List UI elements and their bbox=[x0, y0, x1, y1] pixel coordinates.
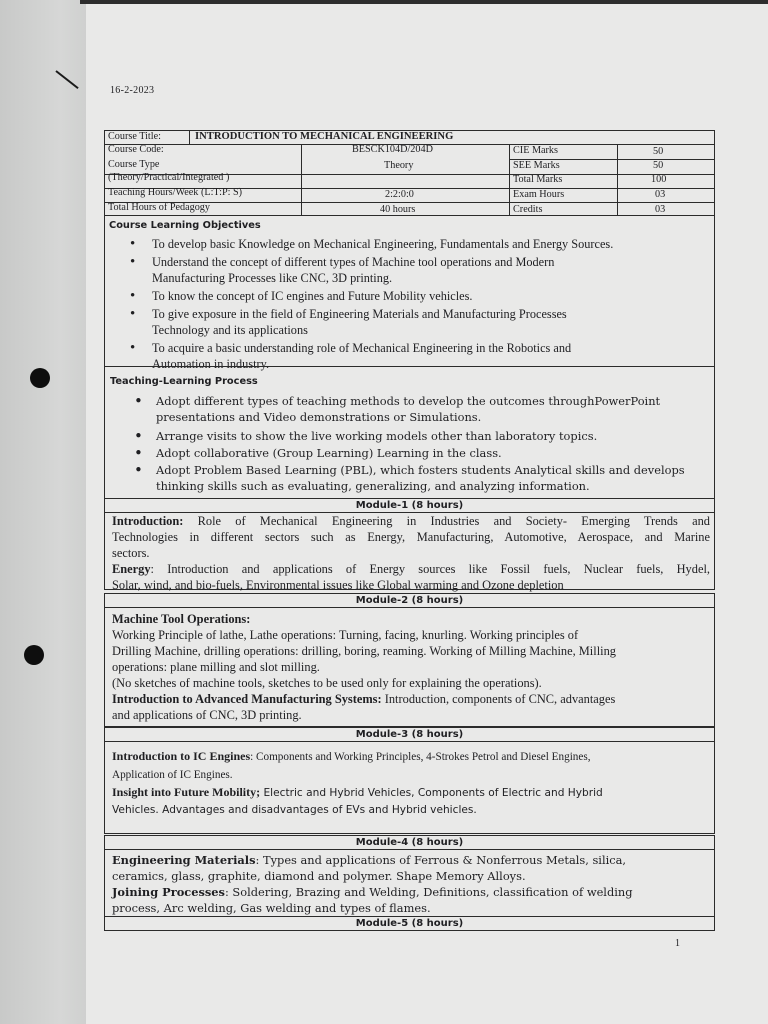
module-3-header: Module-3 (8 hours) bbox=[104, 727, 715, 742]
module-1-intro-heading: Introduction: bbox=[112, 514, 184, 528]
document-date: 16-2-2023 bbox=[110, 85, 155, 96]
course-title-value: INTRODUCTION TO MECHANICAL ENGINEERING bbox=[195, 131, 454, 142]
list-item: • To develop basic Knowledge on Mechanical Engineering, Fundamentals and Energy Sources. bbox=[130, 236, 614, 252]
course-title-label: Course Title: bbox=[108, 131, 161, 142]
list-item: • Adopt Problem Based Learning (PBL), which fosters students Analytical skills and develops bbox=[134, 461, 685, 479]
module-1-energy-heading: Energy bbox=[112, 562, 151, 576]
module-3-content: Introduction to IC Engines: Components and Working Principles, 4-Strokes Petrol and Diesel Engines, Application of IC Engines. Insight into Future Mobility; Electric and Hybrid Vehicles, Components of Electric and Hybrid Vehicles. Advantages and disadvantages of EVs and Hybrid vehicles. bbox=[112, 749, 603, 816]
module-3-ic-heading: Introduction to IC Engines bbox=[112, 749, 251, 763]
course-type-label: Course Type bbox=[108, 159, 160, 170]
module-5-header: Module-5 (8 hours) bbox=[104, 916, 715, 931]
module-2-machine-heading: Machine Tool Operations: bbox=[112, 612, 251, 626]
see-marks-label: SEE Marks bbox=[513, 160, 560, 171]
teaching-heading: Teaching-Learning Process bbox=[110, 376, 258, 387]
list-item: • Adopt different types of teaching methods to develop the outcomes throughPowerPoint bbox=[134, 392, 661, 410]
exam-hours-value: 03 bbox=[655, 189, 666, 200]
list-item-continued: Technology and its applications bbox=[152, 323, 308, 337]
pedagogy-hours-value: 40 hours bbox=[380, 204, 416, 215]
module-4-joining-heading: Joining Processes bbox=[112, 885, 225, 899]
pedagogy-hours-label: Total Hours of Pedagogy bbox=[108, 202, 210, 213]
module-3-mobility-heading: Insight into Future Mobility; bbox=[112, 785, 261, 799]
list-item-continued: presentations and Video demonstrations or Simulations. bbox=[156, 410, 482, 424]
objectives-heading: Course Learning Objectives bbox=[109, 220, 261, 231]
page-number: 1 bbox=[675, 938, 680, 949]
list-item: • To acquire a basic understanding role of Mechanical Engineering in the Robotics and bbox=[130, 340, 572, 356]
cie-marks-label: CIE Marks bbox=[513, 145, 558, 156]
total-marks-value: 100 bbox=[651, 174, 667, 185]
module-2-content: Machine Tool Operations: Working Principle of lathe, Lathe operations: Turning, facing, knurling. Working principles of Drilling Machine, drilling operations: drilling, boring, reaming. Working of Milling Machine, Milling operations: plane milling and slot milling. (No sketches of machine tools, sketches to be used only for explaining the operations). Introduction to Advanced Manufacturing Systems: Introduction, components of CNC, advantages and applications of CNC, 3D printing. bbox=[112, 612, 616, 722]
module-1-content: Introduction: Role of Mechanical Engineering in Industries and Society- Emerging Trends and Technologies in different sectors such as Energy, Manufacturing, Automotive, Aerospace, and Marine sectors. Energy: Introduction and applications of Energy sources like Fossil fuels, Nuclear fuels, Hydel, Solar, wind, and bio-fuels, Environmental issues like Global warming and Ozone depletion bbox=[112, 514, 710, 592]
total-marks-label: Total Marks bbox=[513, 174, 563, 185]
module-2-header: Module-2 (8 hours) bbox=[104, 593, 715, 608]
course-code-label: Course Code: bbox=[108, 144, 164, 155]
teaching-list bbox=[108, 393, 712, 494]
list-item-continued: thinking skills such as evaluating, generalizing, and analyzing information. bbox=[156, 479, 590, 493]
module-1-header: Module-1 (8 hours) bbox=[104, 498, 715, 513]
module-2-manufacturing-heading: Introduction to Advanced Manufacturing Systems: bbox=[112, 692, 382, 706]
list-item: • Arrange visits to show the live working models other than laboratory topics. bbox=[134, 427, 598, 445]
module-4-header: Module-4 (8 hours) bbox=[104, 835, 715, 850]
see-marks-value: 50 bbox=[653, 160, 664, 171]
course-type-value: Theory bbox=[384, 160, 414, 171]
punch-hole-top bbox=[30, 368, 50, 388]
module-4-materials-heading: Engineering Materials bbox=[112, 853, 256, 867]
list-item: • Adopt collaborative (Group Learning) Learning in the class. bbox=[134, 444, 502, 462]
list-item-continued: Automation in industry. bbox=[152, 357, 270, 371]
credits-label: Credits bbox=[513, 204, 543, 215]
list-item: • To give exposure in the field of Engineering Materials and Manufacturing Processes bbox=[130, 306, 567, 322]
module-4-content: Engineering Materials: Types and applications of Ferrous & Nonferrous Metals, silica, ceramics, glass, graphite, diamond and polymer. Shape Memory Alloys. Joining Processes: Soldering, Brazing and Welding, Definitions, classification of welding process, Arc welding, Gas welding and types of flames. bbox=[112, 853, 633, 915]
left-margin-background bbox=[0, 0, 86, 1024]
list-item: • Understand the concept of different types of Machine tool operations and Modern bbox=[130, 254, 555, 270]
cie-marks-value: 50 bbox=[653, 146, 664, 157]
punch-hole-bottom bbox=[24, 645, 44, 665]
teaching-hours-label: Teaching Hours/Week (L:T:P: S) bbox=[108, 187, 243, 198]
course-code-value: BESCK104D/204D bbox=[352, 144, 433, 155]
objectives-list bbox=[104, 236, 704, 372]
credits-value: 03 bbox=[655, 204, 666, 215]
list-item: • To know the concept of IC engines and Future Mobility vehicles. bbox=[130, 288, 473, 304]
list-item-continued: Manufacturing Processes like CNC, 3D printing. bbox=[152, 271, 393, 285]
exam-hours-label: Exam Hours bbox=[513, 189, 565, 200]
course-type-label-2: (Theory/Practical/Integrated ) bbox=[108, 172, 230, 183]
teaching-hours-value: 2:2:0:0 bbox=[385, 189, 414, 200]
